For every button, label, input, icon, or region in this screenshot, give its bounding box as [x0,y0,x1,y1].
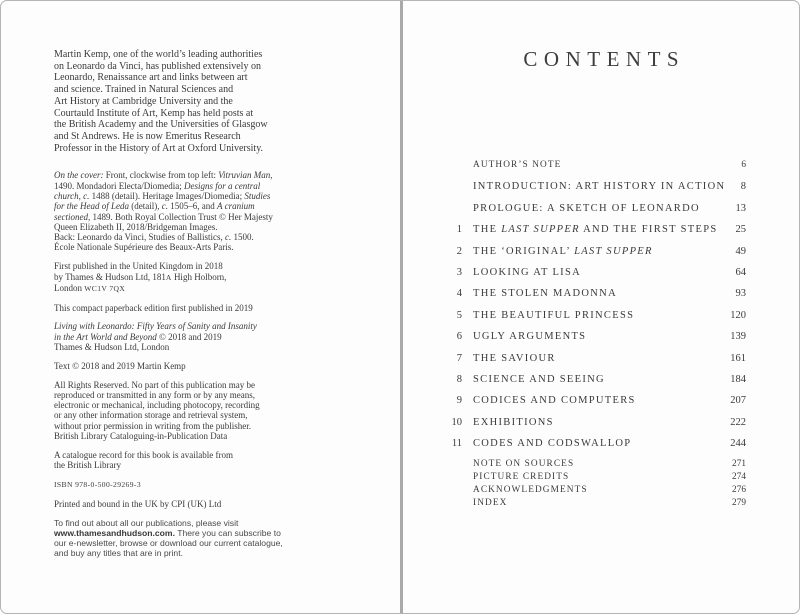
toc-entry-title: THE SAVIOUR [473,352,556,364]
toc-entry-title: PROLOGUE: A SKETCH OF LEONARDO [473,202,700,214]
toc-entry-prologue [446,203,746,224]
copyright-notice: Living with Leonardo: Fifty Years of Sanity and Insanity in the Art World and Beyond © 2018 and 2019 Thames & Hudson Ltd, London [54,321,257,352]
toc-entry-title: THE STOLEN MADONNA [473,288,617,300]
toc-entry-title: ACKNOWLEDGMENTS [473,485,588,496]
toc-page-number: 161 [730,352,746,364]
publisher-promo: To find out about all our publications, please visit www.thamesandhudson.com. There you can subscribe to our e-newsletter, browse or download our current catalogue, and buy any titles that are in print. [54,517,283,559]
toc-entry-title: UGLY ARGUMENTS [473,331,587,343]
printer-info: Printed and bound in the UK by CPI (UK) Ltd [54,498,222,509]
toc-page-number: 274 [732,472,746,483]
toc-chapter-number: 10 [451,416,462,428]
toc-entry-title: CODES AND CODSWALLOP [473,438,632,450]
toc-chapter-number: 7 [456,352,462,364]
colophon-page [1,1,400,613]
toc-list [446,160,746,511]
toc-page-number: 8 [740,181,746,193]
toc-chapter-number: 1 [456,224,462,236]
toc-chapter-number: 4 [456,288,462,300]
toc-chapter-number: 11 [451,438,462,450]
toc-page-number: 207 [730,395,746,407]
toc-entry-title: AUTHOR’S NOTE [473,160,562,170]
publication-info: First published in the United Kingdom in 2018 by Thames & Hudson Ltd, 181A High Holborn, London WC1V 7QX [54,261,227,293]
toc-page-number: 279 [732,498,746,509]
toc-page-number: 120 [730,309,746,321]
toc-entry-title: INTRODUCTION: ART HISTORY IN ACTION [473,181,726,193]
toc-page-number: 93 [735,288,746,300]
toc-entry-note-on-sources [446,459,746,472]
isbn: ISBN 978-0-500-29269-3 [54,479,141,489]
toc-chapter-number: 8 [456,373,462,385]
toc-entry-index [446,498,746,511]
toc-entry-title: NOTE ON SOURCES [473,459,575,470]
toc-page-number: 276 [732,485,746,496]
toc-entry-acknowledgments [446,485,746,498]
toc-entry-chapter-6 [446,331,746,352]
contents-title: CONTENTS [523,47,686,71]
toc-entry-title: SCIENCE AND SEEING [473,373,605,385]
toc-entry-chapter-4 [446,288,746,309]
contents-page [403,1,799,613]
toc-page-number: 6 [741,160,746,170]
toc-chapter-number: 2 [456,245,462,257]
toc-chapter-number: 3 [456,266,462,278]
toc-entry-introduction [446,181,746,202]
toc-entry-chapter-11 [446,438,746,459]
toc-entry-title: EXHIBITIONS [473,416,554,428]
toc-chapter-number: 9 [456,395,462,407]
colophon-content [54,49,354,558]
toc-entry-title: LOOKING AT LISA [473,266,581,278]
toc-entry-chapter-1 [446,224,746,245]
catalogue-record-note: A catalogue record for this book is available from the British Library [54,449,233,471]
toc-page-number: 49 [735,245,746,257]
toc-entry-picture-credits [446,472,746,485]
toc-entry-chapter-9 [446,395,746,416]
toc-page-number: 13 [735,202,746,214]
toc-entry-chapter-8 [446,374,746,395]
toc-page-number: 222 [730,416,746,428]
toc-entry-chapter-2 [446,246,746,267]
toc-entry-chapter-7 [446,353,746,374]
toc-entry-authors-note [446,160,746,181]
paperback-edition-note: This compact paperback edition first published in 2019 [54,302,253,313]
toc-page-number: 271 [732,459,746,470]
toc-page-number: 25 [735,224,746,236]
rights-statement: All Rights Reserved. No part of this publication may be reproduced or transmitted in any form or by any means, electronic or mechanical, including photocopy, recording or any other information storage and retrieval system, without prior permission in writing from the publisher. British Library Cataloguing-in-Publication Data [54,379,260,442]
toc-entry-title: PICTURE CREDITS [473,472,570,483]
cover-credits: On the cover: Front, clockwise from top left: Vitruvian Man, 1490. Mondadori Electa/Diomedia; Designs for a central church, c. 1488 (detail). Heritage Images/Diomedia; Studies for the Head of Leda (detail), c. 1505–6, and A cranium sectioned, 1489. Both Royal Collection Trust © Her Majesty Queen Elizabeth II, 2018/Bridgeman Images. Back: Leonardo da Vinci, Studies of Ballistics, c. 1500. École Nationale Supérieure des Beaux-Arts Paris. [54,170,273,253]
toc-entry-chapter-10 [446,417,746,438]
toc-page-number: 184 [730,373,746,385]
toc-entry-title: THE ‘ORIGINAL’ LAST SUPPER [473,245,653,257]
toc-entry-chapter-3 [446,267,746,288]
text-copyright: Text © 2018 and 2019 Martin Kemp [54,360,186,371]
toc-page-number: 244 [730,438,746,450]
toc-entry-title: INDEX [473,498,508,509]
toc-page-number: 139 [730,331,746,343]
toc-entry-chapter-5 [446,310,746,331]
toc-chapter-number: 5 [456,309,462,321]
toc-entry-title: THE BEAUTIFUL PRINCESS [473,309,635,321]
toc-chapter-number: 6 [456,331,462,343]
toc-page-number: 64 [735,266,746,278]
toc-entry-title: THE LAST SUPPER AND THE FIRST STEPS [473,224,718,236]
toc-entry-title: CODICES AND COMPUTERS [473,395,636,407]
author-bio: Martin Kemp, one of the world’s leading authorities on Leonardo da Vinci, has published extensively on Leonardo, Renaissance art and links between art and science. Trained in Natural Sciences and Art History at Cambridge University and the Courtauld Institute of Art, Kemp has held posts at the British Academy and the Universities of Glasgow and St Andrews. He is now Emeritus Research Professor in the History of Art at Oxford University. [54,49,268,154]
